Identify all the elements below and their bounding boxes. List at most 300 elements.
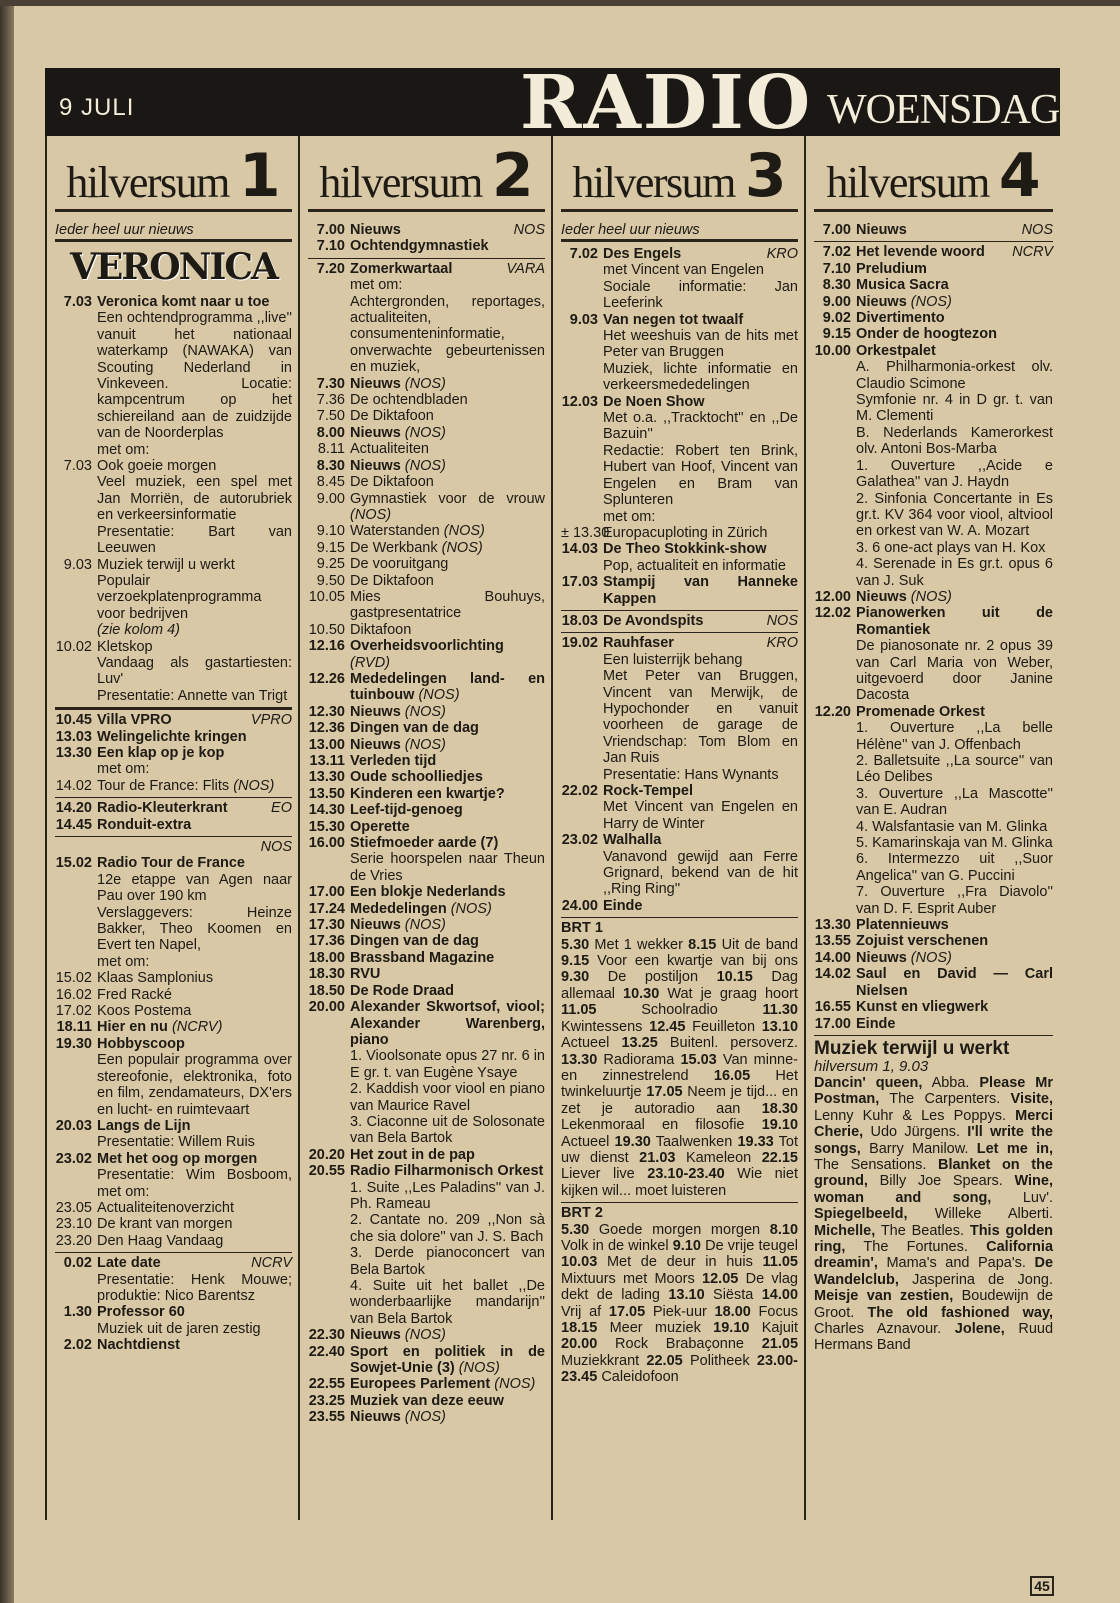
program-title: Veronica komt naar u toe (97, 294, 270, 310)
program-title: Muziekkrant (561, 1352, 640, 1369)
program-content (350, 1393, 545, 1409)
program-time: 17.00 (308, 884, 345, 901)
song-title: The old fashioned way, (867, 1304, 1053, 1321)
program-content (603, 832, 798, 898)
program-time: 21.03 (639, 1149, 676, 1166)
program-title: Walhalla (603, 832, 662, 849)
program-title: De Diktafoon (350, 474, 434, 491)
program-title: Nieuws (350, 375, 401, 392)
program-title: Einde (856, 1015, 896, 1032)
program-content (856, 966, 1053, 999)
program-time: 10.15 (716, 969, 753, 986)
top-edge (0, 0, 1120, 6)
program-description: A. Philharmonia-orkest olv. Claudio Scimone (856, 359, 1053, 392)
program-entry (308, 720, 545, 736)
program-title: De Avondspits (603, 612, 704, 629)
program-description: 6. Intermezzo uit ,,Suor Angelica'' van G. Puccini (856, 851, 1053, 884)
program-content (97, 987, 292, 1003)
program-time: 19.02 (561, 635, 598, 652)
program-description: Presentatie: Annette van Trigt (97, 687, 288, 704)
broadcaster-label: NOS (260, 839, 292, 855)
program-time: 7.03 (63, 294, 92, 310)
program-title: De Diktafoon (350, 408, 434, 425)
program-content (97, 855, 292, 970)
program-content (603, 246, 798, 312)
program-content (350, 983, 545, 999)
program-entry (308, 950, 545, 966)
program-time: 18.03 (561, 612, 598, 629)
program-title: Radio Filharmonisch Orkest (350, 1163, 544, 1180)
program-title: De Noen Show (603, 393, 705, 410)
program-entry (561, 525, 798, 541)
program-title: Overheidsvoorlichting (350, 638, 504, 655)
program-description: Presentatie: Bart van Leeuwen (97, 523, 292, 557)
program-content (350, 835, 545, 884)
program-content (603, 541, 798, 574)
song-title: Spiegelbeeld, (814, 1206, 908, 1223)
program-time: 9.15 (561, 953, 590, 970)
program-time: 14.02 (55, 777, 92, 794)
program-time: 23.10 (55, 1216, 92, 1233)
program-title: Nieuws (350, 736, 401, 753)
program-content (350, 1344, 545, 1377)
program-content (97, 1233, 292, 1249)
program-content (350, 622, 545, 638)
program-time: 16.00 (308, 835, 345, 852)
program-entry (561, 394, 798, 525)
broadcaster-label: VARA (506, 260, 545, 277)
program-entry (814, 261, 1053, 277)
program-title: Nieuws (856, 293, 907, 310)
broadcaster-suffix: (NOS) (404, 917, 446, 934)
song-artist: Mama's and Papa's. (886, 1255, 1026, 1272)
program-entry (55, 557, 292, 639)
broadcaster-suffix: (NOS) (443, 523, 485, 540)
program-entry (55, 987, 292, 1003)
brt-heading: BRT 1 (561, 920, 603, 937)
song-artist: Charles Aznavour. (814, 1321, 942, 1337)
program-title: Goede morgen morgen (598, 1221, 761, 1238)
broadcaster-suffix: (NOS) (404, 375, 446, 392)
program-time: 20.03 (55, 1117, 92, 1134)
broadcaster-label: NOS (1021, 222, 1053, 238)
program-description: 1. Suite ,,Les Paladins'' van J. Ph. Rameau (350, 1179, 545, 1212)
broadcaster-suffix: (NOS) (404, 703, 446, 720)
program-time: 22.55 (308, 1376, 345, 1393)
station-number: 2 (491, 141, 534, 211)
song-title: Blanket on the ground, (814, 1156, 1054, 1190)
program-entry (814, 589, 1053, 605)
divider (55, 707, 292, 710)
broadcaster-label: NCRV (251, 1255, 292, 1272)
program-entry (55, 778, 292, 794)
program-time: 12.20 (814, 703, 851, 720)
program-time: 15.02 (55, 970, 92, 987)
program-title: Piek-uur (652, 1303, 707, 1320)
program-content (350, 704, 545, 720)
song-artist: Udo Jürgens. (870, 1124, 960, 1141)
program-title: Met 1 wekker (594, 936, 683, 953)
program-description: Muziek uit de jaren zestig (97, 1320, 261, 1337)
program-time: 23.00-23.45 (561, 1352, 798, 1386)
program-entry (308, 933, 545, 949)
program-title: Villa VPRO (97, 712, 172, 729)
song-title: Merci Cherie, (814, 1107, 1053, 1141)
song-artist: Billy Joe Spears. (879, 1173, 1003, 1190)
broadcaster-suffix: (RVD) (350, 654, 391, 671)
program-entry (561, 541, 798, 574)
page-header-banner (45, 60, 1060, 146)
program-time: 9.10 (672, 1237, 701, 1254)
program-time: 9.15 (316, 539, 345, 556)
song-artist: Abba. (931, 1074, 970, 1091)
program-description: met om: (97, 441, 150, 458)
divider (814, 241, 1053, 242)
program-content (97, 1036, 292, 1118)
program-entry (308, 802, 545, 818)
program-title: Nieuws (856, 222, 907, 238)
program-title: Gymnastiek voor de vrouw (350, 490, 545, 507)
program-content (97, 817, 292, 833)
program-title: Tour de France: Flits (97, 777, 230, 794)
news-note: Ieder heel uur nieuws (561, 222, 798, 242)
divider (814, 1035, 1053, 1036)
program-content (350, 720, 545, 736)
program-time: 12.16 (308, 638, 345, 655)
program-time: 9.02 (822, 310, 851, 327)
program-title: Onder de hoogtezon (856, 326, 997, 343)
program-time: 12.00 (814, 588, 851, 605)
broadcaster-suffix: (NOS) (441, 539, 483, 556)
program-title: Een klap op je kop (97, 744, 225, 761)
program-title: De postiljon (607, 969, 699, 986)
program-content (97, 1003, 292, 1019)
program-title: Nieuws (350, 703, 401, 720)
program-content (350, 1409, 545, 1425)
program-title: Kameleon (685, 1149, 752, 1166)
program-time: 22.15 (761, 1149, 798, 1166)
program-time: 10.05 (308, 588, 345, 605)
program-time: 14.03 (561, 541, 598, 558)
program-content (350, 589, 545, 622)
program-content (97, 1304, 292, 1337)
program-time: 12.02 (814, 605, 851, 622)
program-title: Liever live (561, 1166, 635, 1183)
program-content (350, 819, 545, 835)
broadcaster-label: KRO (766, 246, 798, 262)
program-content (856, 605, 1053, 703)
broadcaster-suffix: (NOS) (404, 1409, 446, 1426)
program-entry (308, 835, 545, 884)
program-entry (55, 458, 292, 556)
program-description: Redactie: Robert ten Brink, Hubert van Hoof, Vincent van Engelen en Bram van Splunteren (603, 442, 798, 509)
program-time: 10.00 (814, 342, 851, 359)
program-time: 8.11 (317, 441, 345, 458)
program-content (97, 729, 292, 745)
program-description: Verslaggevers: Heinze Bakker, Theo Koomen en Evert ten Napel, (97, 904, 292, 954)
program-content (97, 1019, 292, 1035)
program-title: Nieuws (350, 1409, 401, 1426)
program-time: 5.30 (561, 936, 590, 953)
song-title: This golden ring, (814, 1222, 1053, 1255)
program-entry (308, 425, 545, 441)
broadcaster-suffix: (NOS) (350, 506, 392, 523)
program-title: Tot uw dienst (561, 1133, 798, 1166)
program-content (350, 917, 545, 933)
program-title: Brassband Magazine (350, 949, 495, 966)
program-time: 14.00 (761, 1287, 799, 1304)
program-time: 13.50 (308, 785, 345, 802)
broadcaster-suffix: (NOS) (233, 777, 275, 794)
program-time: 11.30 (762, 1002, 799, 1019)
program-content (603, 613, 798, 629)
program-title: Des Engels (603, 246, 682, 262)
program-content (97, 712, 292, 728)
program-entry (308, 238, 545, 254)
program-entry (814, 704, 1053, 917)
program-content (350, 1163, 545, 1327)
program-time: 14.02 (814, 966, 851, 983)
program-title: Nieuws (350, 457, 401, 474)
divider (308, 258, 545, 259)
program-time: 12.36 (308, 720, 345, 737)
program-title: Musica Sacra (856, 277, 949, 294)
program-title: Kwintessens (561, 1018, 643, 1035)
program-content (856, 277, 1053, 293)
program-description: Presentatie: Willem Ruis (97, 1134, 255, 1151)
program-time: 21.05 (761, 1336, 799, 1353)
program-entry (55, 1036, 292, 1118)
program-content (97, 778, 292, 794)
song-artist: Barry Manilow. (869, 1140, 969, 1157)
song-artist: Lenny Kuhr & Les Poppys. (814, 1107, 1006, 1124)
program-entry (308, 376, 545, 392)
program-time: 7.50 (316, 408, 345, 425)
program-content (350, 638, 545, 671)
program-entry (308, 638, 545, 671)
program-description: 3. Ciaconne uit de Solosonate van Bela Bartok (350, 1113, 545, 1147)
program-entry (55, 1255, 292, 1304)
program-title: De vrije teugel (705, 1237, 799, 1254)
program-title: Actualiteiten (350, 441, 429, 458)
program-content (350, 802, 545, 818)
program-title: Het levende woord (856, 244, 985, 261)
program-content (350, 950, 545, 966)
program-time: 13.30 (561, 1051, 598, 1068)
program-time: 8.45 (316, 474, 345, 491)
program-time: 18.30 (761, 1100, 798, 1117)
program-entry (561, 574, 798, 607)
program-title: Actueel (561, 1035, 610, 1052)
song-artist: The Sensations. (814, 1156, 927, 1173)
program-title: Dingen van de dag (350, 720, 479, 737)
program-description: Met Peter van Bruggen, Vincent van Merwijk, de Hypochonder en vanuit voorheen de garage de Vriendschap: Tom Blom en Jan Ruis (603, 668, 798, 767)
program-entry (55, 1118, 292, 1151)
program-content (856, 933, 1053, 949)
song-title: Wine, woman and song, (814, 1173, 1054, 1206)
program-entry (55, 294, 292, 458)
program-time: 19.30 (55, 1035, 92, 1052)
program-entry (308, 1344, 545, 1377)
header-title: RADIO (520, 60, 813, 146)
program-time: 7.36 (316, 392, 345, 409)
program-entry (308, 392, 545, 408)
broadcaster-label: VPRO (250, 712, 292, 729)
program-time: 9.50 (316, 572, 345, 589)
program-title: Klaas Samplonius (97, 970, 214, 987)
program-entry (55, 1019, 292, 1035)
program-description: 2. Balletsuite ,,La source'' van Léo Delibes (856, 753, 1053, 786)
program-time: 9.15 (822, 326, 851, 343)
program-time: 23.25 (308, 1392, 345, 1409)
program-description: 2. Sinfonia Concertante in Es gr.t. KV 364 voor viool, altviool en orkest van W. A. Mozart (856, 490, 1053, 540)
program-content (97, 1151, 292, 1200)
program-time: 16.05 (713, 1067, 751, 1084)
song-artist: The Fortunes. (863, 1238, 968, 1255)
program-entry (308, 671, 545, 704)
program-content (97, 458, 292, 556)
program-time: 22.30 (308, 1327, 345, 1344)
request-list-subtitle: hilversum 1, 9.03 (814, 1057, 929, 1075)
program-title: Saul en David — Carl Nielsen (856, 966, 1053, 999)
program-entry (814, 343, 1053, 589)
program-entry (308, 1376, 545, 1392)
program-content (350, 884, 545, 900)
program-description: met om: (603, 508, 656, 525)
program-time: 14.30 (308, 802, 345, 819)
program-time: 9.03 (63, 556, 92, 573)
station-column (553, 136, 806, 1520)
broadcaster-suffix: (NOS) (418, 687, 460, 704)
program-content (856, 704, 1053, 917)
broadcaster-suffix: (NOS) (450, 900, 492, 917)
program-time: 9.30 (561, 969, 590, 986)
program-entry (814, 933, 1053, 949)
station-columns (45, 136, 1060, 1520)
program-title: Late date (97, 1255, 161, 1272)
program-time: 18.50 (308, 982, 345, 999)
program-entry (308, 769, 545, 785)
program-title: Actueel (561, 1133, 610, 1150)
brt-heading: BRT 2 (561, 1205, 603, 1222)
program-title: Nieuws (350, 222, 401, 238)
program-time: 10.03 (561, 1254, 598, 1271)
program-description: met om: (350, 277, 403, 294)
program-title: Zomerkwartaal (350, 260, 453, 277)
program-time: 7.10 (822, 260, 851, 277)
song-title: California dreamin', (814, 1238, 1054, 1272)
divider (561, 1202, 798, 1203)
program-title: Orkestpalet (856, 342, 936, 359)
program-title: Buitenl. persoverz. (669, 1035, 799, 1052)
station-column (806, 136, 1059, 1520)
page-number: 45 (1030, 1576, 1054, 1596)
program-content (603, 394, 798, 525)
program-description: Populair verzoekplatenprogramma voor bedrijven (97, 572, 262, 622)
program-title: Uit de band (721, 936, 799, 953)
divider (561, 632, 798, 633)
program-content (856, 244, 1053, 260)
program-entry (814, 917, 1053, 933)
song-title: De Wandelclub, (814, 1255, 1054, 1288)
program-content (97, 294, 292, 458)
program-description: 2. Kaddish voor viool en piano van Maurice Ravel (350, 1081, 545, 1114)
program-title: Ochtendgymnastiek (350, 238, 489, 255)
program-title: Vrij af (561, 1303, 602, 1320)
station-name: hilversum (572, 158, 735, 207)
program-content (97, 557, 292, 639)
program-title: Waterstanden (350, 523, 440, 540)
header-day: WOENSDAG (827, 87, 1060, 133)
station-number: 4 (998, 141, 1041, 211)
program-title: Diktafoon (350, 621, 412, 638)
program-entry (55, 1233, 292, 1249)
program-time: 7.10 (316, 238, 345, 255)
program-description: met om: (97, 953, 150, 970)
program-entry (814, 244, 1053, 260)
song-title: Please Mr Postman, (814, 1074, 1053, 1108)
program-time: 13.30 (814, 917, 851, 934)
program-content (350, 523, 545, 539)
program-entry (308, 540, 545, 556)
program-description: Achtergronden, reportages, actualiteiten, consumenteninformatie, onverwachte gebeurtenissen en muziek, (350, 293, 545, 376)
program-time: 11.05 (561, 1002, 597, 1019)
program-title: Welingelichte kringen (97, 728, 247, 745)
program-title: De Theo Stokkink-show (603, 541, 767, 558)
program-time: 13.03 (55, 728, 92, 745)
program-content (856, 294, 1053, 310)
program-time: 20.20 (308, 1146, 345, 1163)
program-title: Alexander Skwortsof, viool; Alexander Warenberg, piano (350, 999, 545, 1048)
broadcaster-suffix: (NOS) (404, 424, 446, 441)
station-header (55, 136, 292, 212)
station-header (814, 136, 1053, 212)
program-time: 7.20 (316, 260, 345, 277)
program-entry (814, 222, 1053, 238)
program-description: 2. Cantate no. 209 ,,Non sà che sia dolore'' van J. S. Bach (350, 1212, 545, 1245)
program-content (97, 1337, 292, 1353)
program-entry (814, 310, 1053, 326)
program-description: Presentatie: Wim Bosboom, met om: (97, 1167, 292, 1200)
program-title: Langs de Lijn (97, 1117, 191, 1134)
program-title: Hier en nu (97, 1019, 168, 1036)
song-title: Meisje van zestien, (814, 1288, 954, 1305)
program-title: De krant van morgen (97, 1216, 233, 1233)
program-description: Een luisterrijk behang (603, 651, 743, 668)
program-content (350, 376, 545, 392)
program-description: De pianosonate nr. 2 opus 39 van Carl Maria von Weber, uitgevoerd door Janine Dacosta (856, 638, 1053, 704)
program-time: 12.03 (561, 393, 598, 410)
program-content (350, 671, 545, 704)
program-entry (308, 458, 545, 474)
program-description: 1. Vioolsonate opus 27 nr. 6 in E gr. t. van Eugène Ysaye (350, 1048, 545, 1081)
program-title: Oude schoolliedjes (350, 769, 483, 786)
program-description: 4. Serenade in Es gr.t. opus 6 van J. Suk (856, 556, 1053, 589)
program-title: Actualiteitenoverzicht (97, 1199, 235, 1216)
program-time: 15.30 (308, 818, 345, 835)
program-content (350, 392, 545, 408)
program-description: Muziek, lichte informatie en verkeersmededelingen (603, 360, 798, 394)
program-title: Nieuws (856, 949, 907, 966)
divider (55, 836, 292, 837)
program-title: Rock-Tempel (603, 783, 693, 799)
program-entry (55, 1003, 292, 1019)
program-content (350, 753, 545, 769)
program-content (856, 310, 1053, 326)
program-title: Kletskop (97, 638, 153, 655)
program-title: Een blokje Nederlands (350, 884, 506, 901)
program-entry (308, 819, 545, 835)
